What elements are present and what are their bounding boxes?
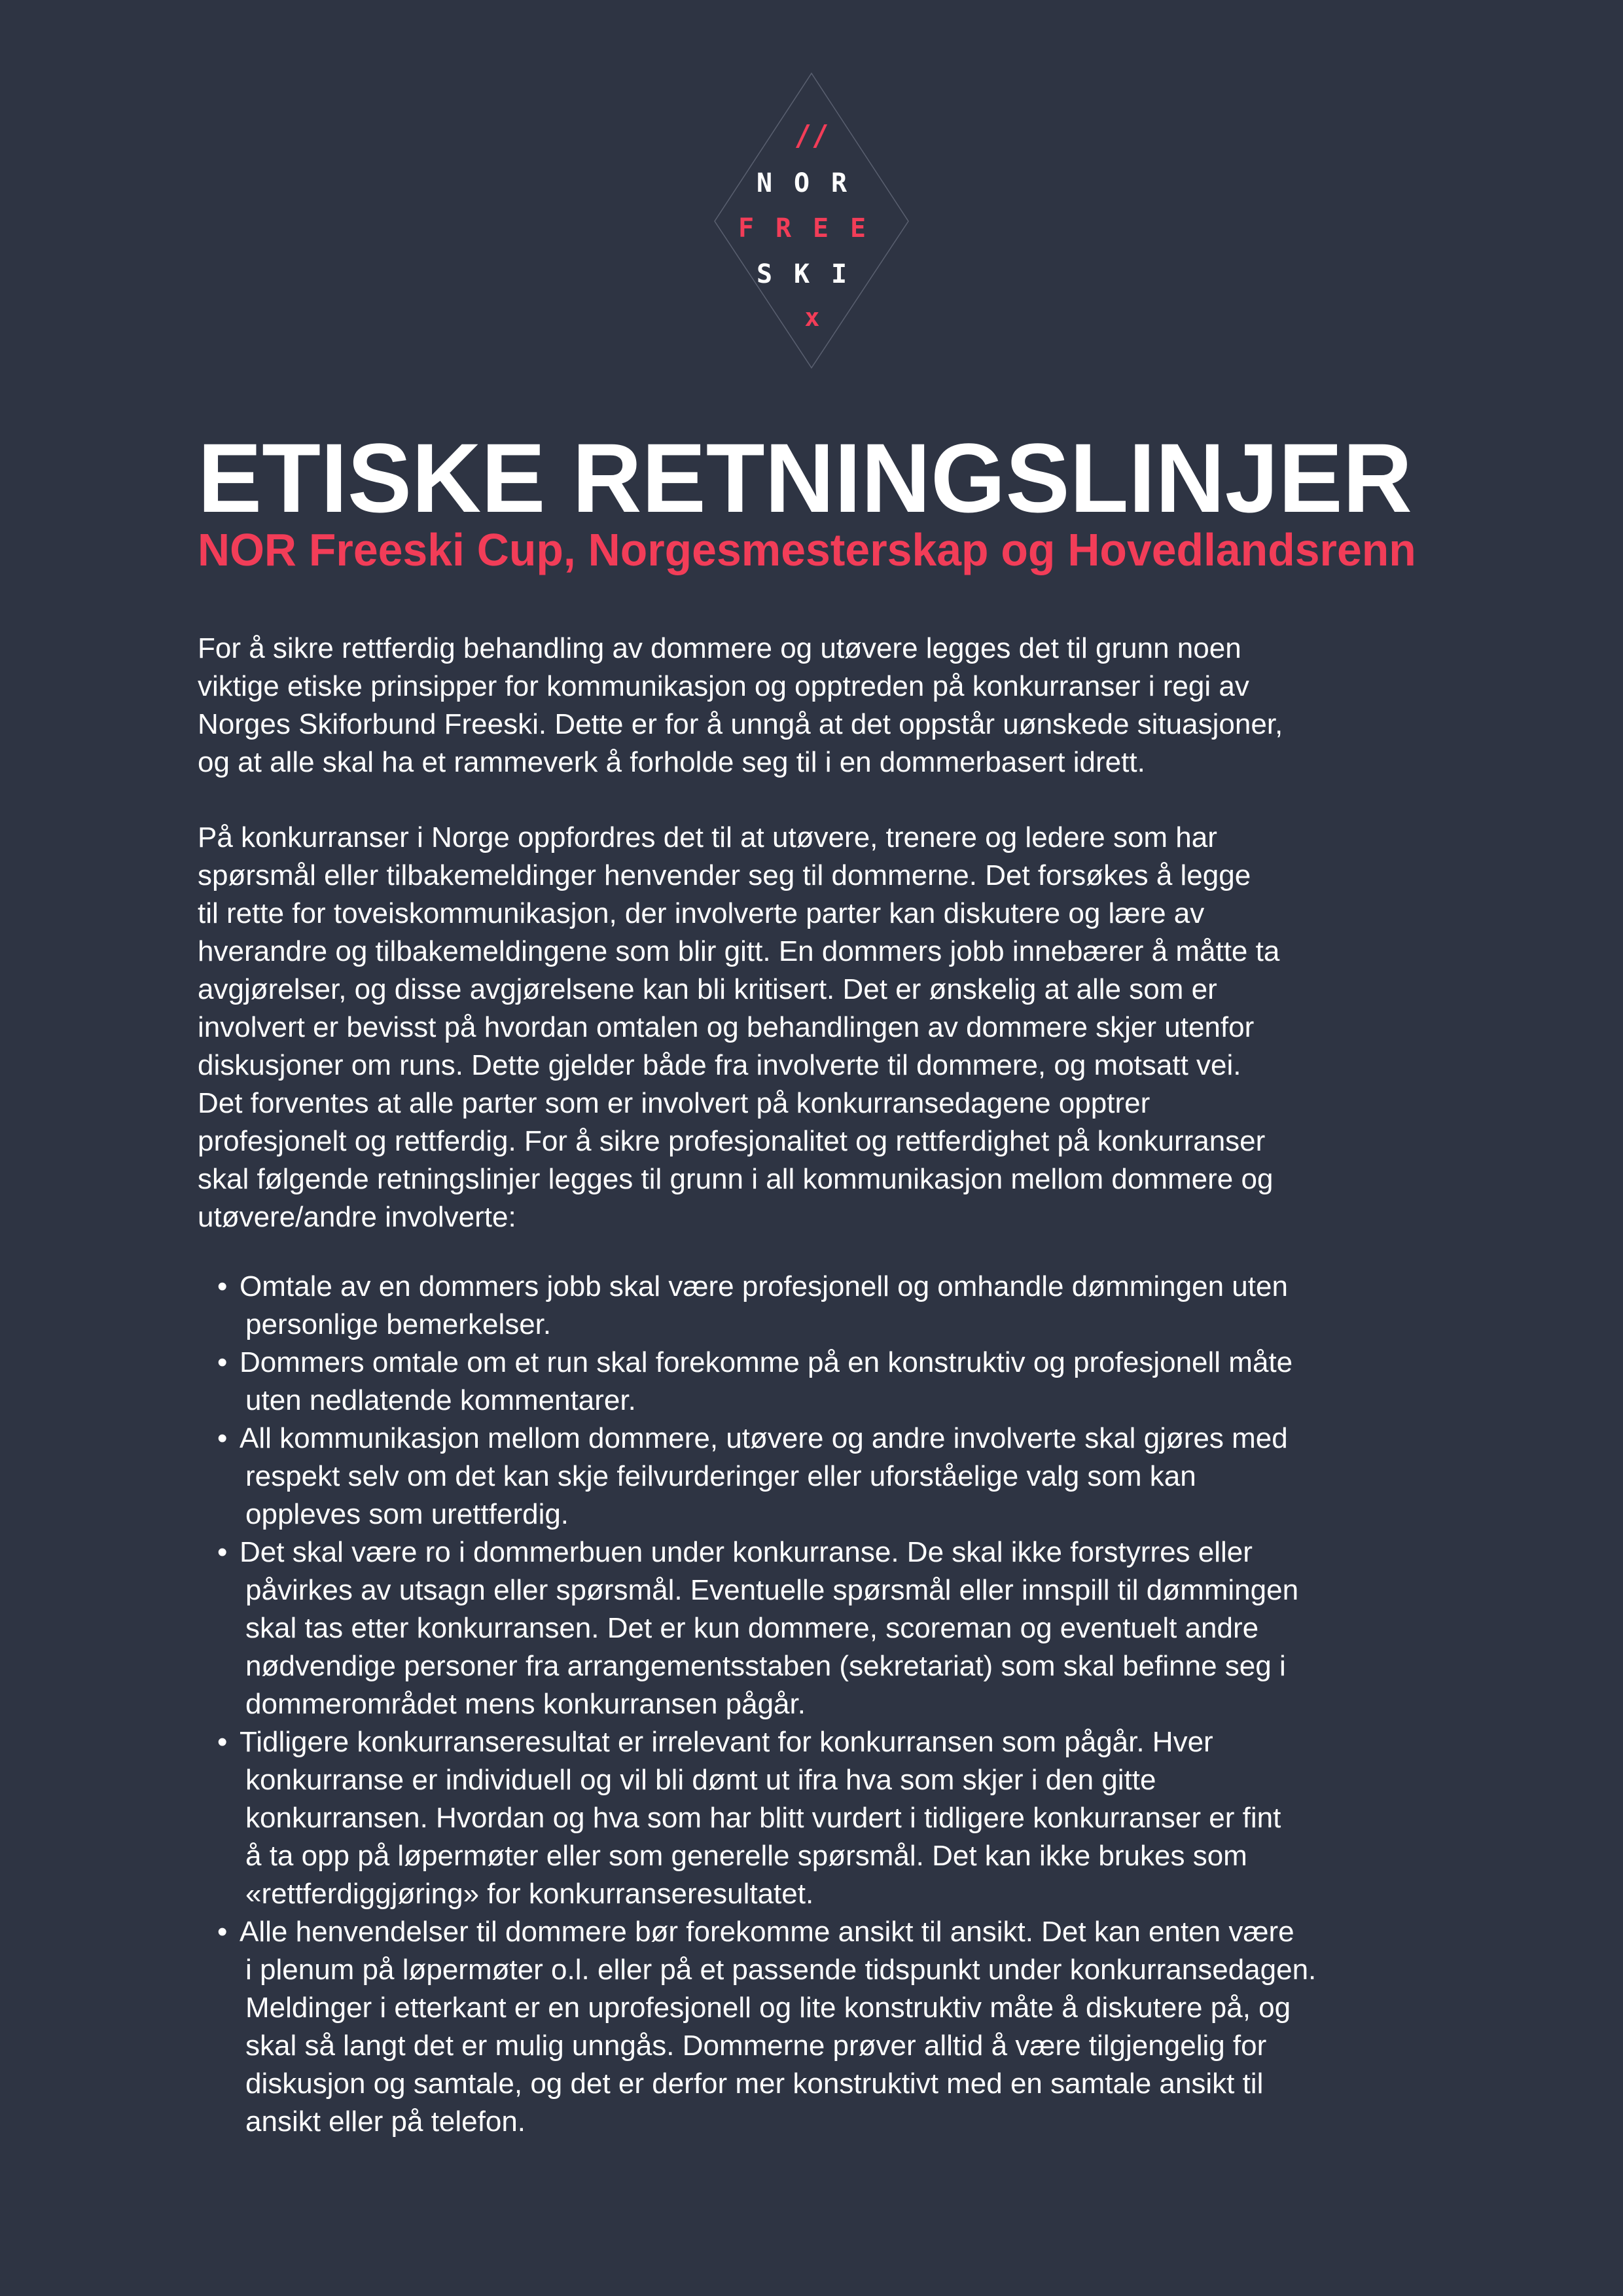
text-line: Norges Skiforbund Freeski. Dette er for å unngå at det oppstår uønskede situasjoner, xyxy=(198,708,1283,740)
text-line: dommerområdet mens konkurransen pågår. xyxy=(245,1688,806,1720)
logo-letter: F xyxy=(738,213,755,243)
logo-slashes: // xyxy=(794,119,829,152)
text-line: involvert er bevisst på hvordan omtalen og behandlingen av dommere skjer utenfor xyxy=(198,1011,1255,1043)
bullet-icon: • xyxy=(217,1536,228,1568)
logo-letter: R xyxy=(830,168,847,198)
page-subtitle: NOR Freeski Cup, Norgesmesterskap og Hovedlandsrenn xyxy=(198,524,1416,575)
list-item xyxy=(216,1723,1316,1913)
text-line: Det skal være ro i dommerbuen under konkurranse. De skal ikke forstyrres eller xyxy=(240,1536,1253,1568)
text-line: skal så langt det er mulig unngås. Dommerne prøver alltid å være tilgjengelig for xyxy=(245,2030,1267,2062)
text-line: hverandre og tilbakemeldingene som blir gitt. En dommers jobb innebærer å måtte ta xyxy=(198,935,1280,967)
text-line: Meldinger i etterkant er en uprofesjonell og lite konstruktiv måte å diskutere på, og xyxy=(245,1992,1291,2024)
logo-x: x xyxy=(804,303,820,332)
logo-diamond xyxy=(713,72,910,370)
text-line: spørsmål eller tilbakemeldinger henvender seg til dommerne. Det forsøkes å legge xyxy=(198,859,1251,891)
page-title: ETISKE RETNINGSLINJER xyxy=(198,423,1412,533)
bullet-icon: • xyxy=(217,1916,228,1948)
text-line: avgjørelser, og disse avgjørelsene kan bli kritisert. Det er ønskelig at alle som er xyxy=(198,973,1217,1005)
text-line: viktige etiske prinsipper for kommunikasjon og opptreden på konkurranser i regi av xyxy=(198,670,1249,702)
bullet-icon: • xyxy=(217,1422,228,1454)
guidelines-paragraph xyxy=(198,819,1279,1236)
logo-letter: N xyxy=(756,168,773,198)
text-line: skal følgende retningslinjer legges til grunn i all kommunikasjon mellom dommere og xyxy=(198,1163,1274,1195)
text-line: Omtale av en dommers jobb skal være profesjonell og omhandle dømmingen uten xyxy=(240,1270,1288,1302)
text-line: påvirkes av utsagn eller spørsmål. Eventuelle spørsmål eller innspill til dømmingen xyxy=(245,1574,1299,1606)
text-line: diskusjon og samtale, og det er derfor mer konstruktivt med en samtale ansikt til xyxy=(245,2068,1264,2100)
list-item xyxy=(216,1913,1316,2141)
text-line: All kommunikasjon mellom dommere, utøvere og andre involverte skal gjøres med xyxy=(240,1422,1288,1454)
text-line: Alle henvendelser til dommere bør forekomme ansikt til ansikt. Det kan enten være xyxy=(240,1916,1294,1948)
list-item xyxy=(216,1534,1316,1723)
guidelines-list xyxy=(216,1268,1316,2141)
logo-letter: R xyxy=(775,213,792,243)
text-line: konkurranse er individuell og vil bli dømt ut ifra hva som skjer i den gitte xyxy=(245,1764,1156,1796)
text-line: oppleves som urettferdig. xyxy=(245,1498,569,1530)
intro-paragraph xyxy=(198,630,1283,781)
logo-letter: E xyxy=(812,213,829,243)
text-line: Det forventes at alle parter som er involvert på konkurransedagene opptrer xyxy=(198,1087,1150,1119)
bullet-icon: • xyxy=(217,1726,228,1758)
text-line: personlige bemerkelser. xyxy=(245,1308,552,1340)
text-line: i plenum på løpermøter o.l. eller på et passende tidspunkt under konkurransedagen. xyxy=(245,1954,1317,1986)
text-line: Tidligere konkurranseresultat er irrelevant for konkurransen som pågår. Hver xyxy=(240,1726,1213,1758)
logo-letter: I xyxy=(830,259,847,289)
text-line: og at alle skal ha et rammeverk å forholde seg til i en dommerbasert idrett. xyxy=(198,746,1145,778)
logo-letter: K xyxy=(793,259,810,289)
text-line: skal tas etter konkurransen. Det er kun dommere, scoreman og eventuelt andre xyxy=(245,1612,1259,1644)
text-line: utøvere/andre involverte: xyxy=(198,1201,516,1233)
text-line: uten nedlatende kommentarer. xyxy=(245,1384,636,1416)
logo-letter: E xyxy=(849,213,866,243)
nor-freeski-logo xyxy=(713,72,910,370)
list-item xyxy=(216,1344,1316,1420)
text-line: nødvendige personer fra arrangementsstaben (sekretariat) som skal befinne seg i xyxy=(245,1650,1286,1682)
logo-letter: O xyxy=(793,168,810,198)
text-line: På konkurranser i Norge oppfordres det til at utøvere, trenere og ledere som har xyxy=(198,821,1217,853)
text-line: respekt selv om det kan skje feilvurderinger eller uforståelige valg som kan xyxy=(245,1460,1196,1492)
text-line: konkurransen. Hvordan og hva som har blitt vurdert i tidligere konkurranser er fint xyxy=(245,1802,1281,1834)
logo-letter: S xyxy=(756,259,773,289)
text-line: å ta opp på løpermøter eller som generelle spørsmål. Det kan ikke brukes som xyxy=(245,1840,1247,1872)
list-item xyxy=(216,1420,1316,1534)
text-line: ansikt eller på telefon. xyxy=(245,2106,526,2138)
text-line: til rette for toveiskommunikasjon, der involverte parter kan diskutere og lære av xyxy=(198,897,1205,929)
text-line: «rettferdiggjøring» for konkurranseresultatet. xyxy=(245,1878,814,1910)
list-item xyxy=(216,1268,1316,1344)
bullet-icon: • xyxy=(217,1270,228,1302)
text-line: diskusjoner om runs. Dette gjelder både fra involverte til dommere, og motsatt vei. xyxy=(198,1049,1241,1081)
text-line: profesjonelt og rettferdig. For å sikre profesjonalitet og rettferdighet på konkurranser xyxy=(198,1125,1266,1157)
text-line: For å sikre rettferdig behandling av dommere og utøvere legges det til grunn noen xyxy=(198,632,1241,664)
bullet-icon: • xyxy=(217,1346,228,1378)
text-line: Dommers omtale om et run skal forekomme på en konstruktiv og profesjonell måte xyxy=(240,1346,1293,1378)
